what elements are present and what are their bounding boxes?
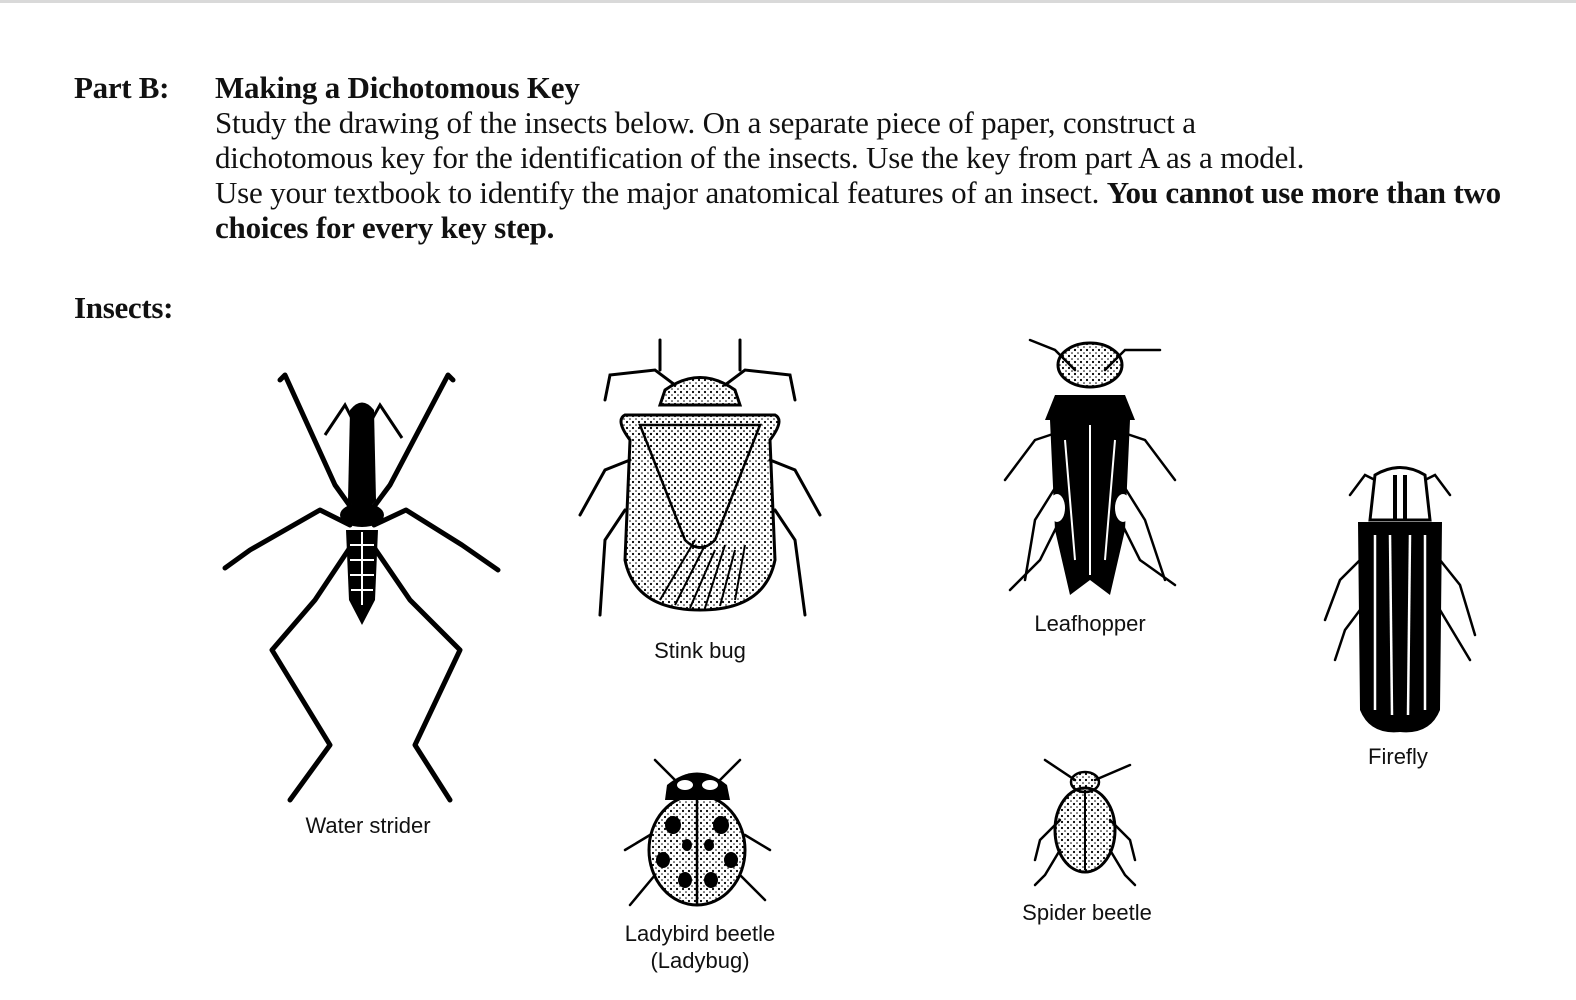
instructions-section: [215, 70, 1515, 245]
water-strider-icon: [210, 360, 510, 810]
leafhopper-icon: [995, 330, 1185, 600]
caption-leafhopper: Leafhopper: [1034, 611, 1146, 636]
spider-beetle-icon: [1030, 760, 1140, 890]
section-title: Making a Dichotomous Key: [215, 70, 580, 105]
caption-ladybird-beetle: [600, 920, 800, 974]
part-label: Part B:: [74, 70, 170, 105]
instructions-line-2: dichotomous key for the identification of the insects. Use the key from part A as a model.: [215, 140, 1305, 175]
caption-water-strider: Water strider: [305, 813, 431, 838]
caption-ladybird-line-2: (Ladybug): [650, 948, 750, 973]
instructions-line-1: Study the drawing of the insects below. On a separate piece of paper, construct a: [215, 105, 1196, 140]
instructions-rule: You cannot use more than two choices for every key step.: [215, 175, 1501, 245]
ladybird-beetle-icon: [615, 755, 780, 915]
caption-ladybird-line-1: Ladybird beetle: [624, 921, 776, 946]
instructions-line-3: Use your textbook to identify the major anatomical features of an insect.: [215, 175, 1100, 210]
top-border: [0, 0, 1576, 3]
caption-stink-bug: Stink bug: [654, 638, 746, 663]
insects-label: Insects:: [74, 290, 174, 325]
caption-spider-beetle: Spider beetle: [1022, 900, 1152, 925]
firefly-icon: [1320, 460, 1480, 740]
caption-firefly: Firefly: [1368, 744, 1428, 769]
stink-bug-icon: [565, 330, 835, 630]
